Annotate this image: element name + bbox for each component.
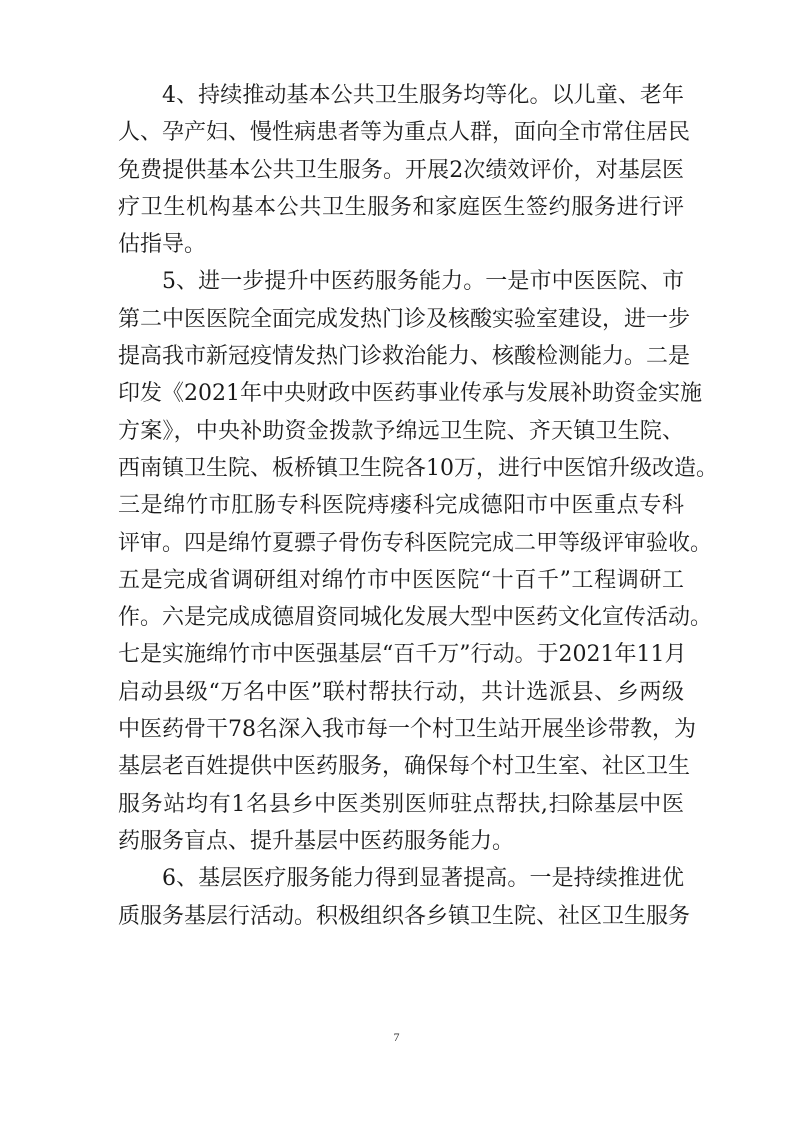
text-line: 药服务盲点、提升基层中医药服务能力。 (118, 828, 515, 854)
document-body (118, 77, 718, 935)
text-line: 人、孕产妇、慢性病患者等为重点人群，面向全市常住居民 (118, 120, 691, 146)
paragraph-public-health (118, 77, 691, 263)
text-line: 三是绵竹市肛肠专科医院痔瘘科完成德阳市中医重点专科 (118, 493, 684, 519)
text-line: 6、基层医疗服务能力得到显著提高。一是持续推进优 (162, 866, 684, 892)
text-line: 5、进一步提升中医药服务能力。一是市中医医院、市 (162, 269, 684, 295)
text-line: 启动县级“万名中医”联村帮扶行动，共计选派县、乡两级 (118, 679, 684, 705)
text-line: 七是实施绵竹市中医强基层“百千万”行动。于2021年11月 (118, 642, 687, 668)
text-line: 服务站均有1名县乡中医类别医师驻点帮扶,扫除基层中医 (118, 791, 684, 817)
page-number: 7 (393, 1030, 400, 1044)
text-line: 印发《2021年中央财政中医药事业传承与发展补助资金实施 (118, 381, 702, 407)
paragraph-primary-care (118, 860, 691, 935)
text-line: 疗卫生机构基本公共卫生服务和家庭医生签约服务进行评 (118, 194, 684, 220)
text-line: 作。六是完成成德眉资同城化发展大型中医药文化宣传活动。 (118, 605, 713, 631)
text-line: 4、持续推动基本公共卫生服务均等化。以儿童、老年 (162, 83, 684, 108)
text-line: 西南镇卫生院、板桥镇卫生院各10万，进行中医馆升级改造。 (118, 455, 718, 481)
paragraph-tcm-services (118, 263, 718, 860)
text-line: 估指导。 (118, 232, 207, 258)
text-line: 第二中医医院全面完成发热门诊及核酸实验室建设，进一步 (118, 306, 691, 332)
text-line: 中医药骨干78名深入我市每一个村卫生站开展坐诊带教，为 (118, 717, 696, 743)
text-line: 评审。四是绵竹夏骠子骨伤专科医院完成二甲等级评审验收。 (118, 530, 713, 556)
text-line: 质服务基层行活动。积极组织各乡镇卫生院、社区卫生服务 (118, 903, 691, 929)
text-line: 方案》，中央补助资金拨款予绵远卫生院、齐天镇卫生院、 (118, 418, 684, 444)
text-line: 免费提供基本公共卫生服务。开展2次绩效评价，对基层医 (118, 157, 684, 183)
text-line: 五是完成省调研组对绵竹市中医医院“十百千”工程调研工 (118, 567, 684, 593)
text-line: 提高我市新冠疫情发热门诊救治能力、核酸检测能力。二是 (118, 344, 691, 370)
text-line: 基层老百姓提供中医药服务，确保每个村卫生室、社区卫生 (118, 754, 691, 780)
